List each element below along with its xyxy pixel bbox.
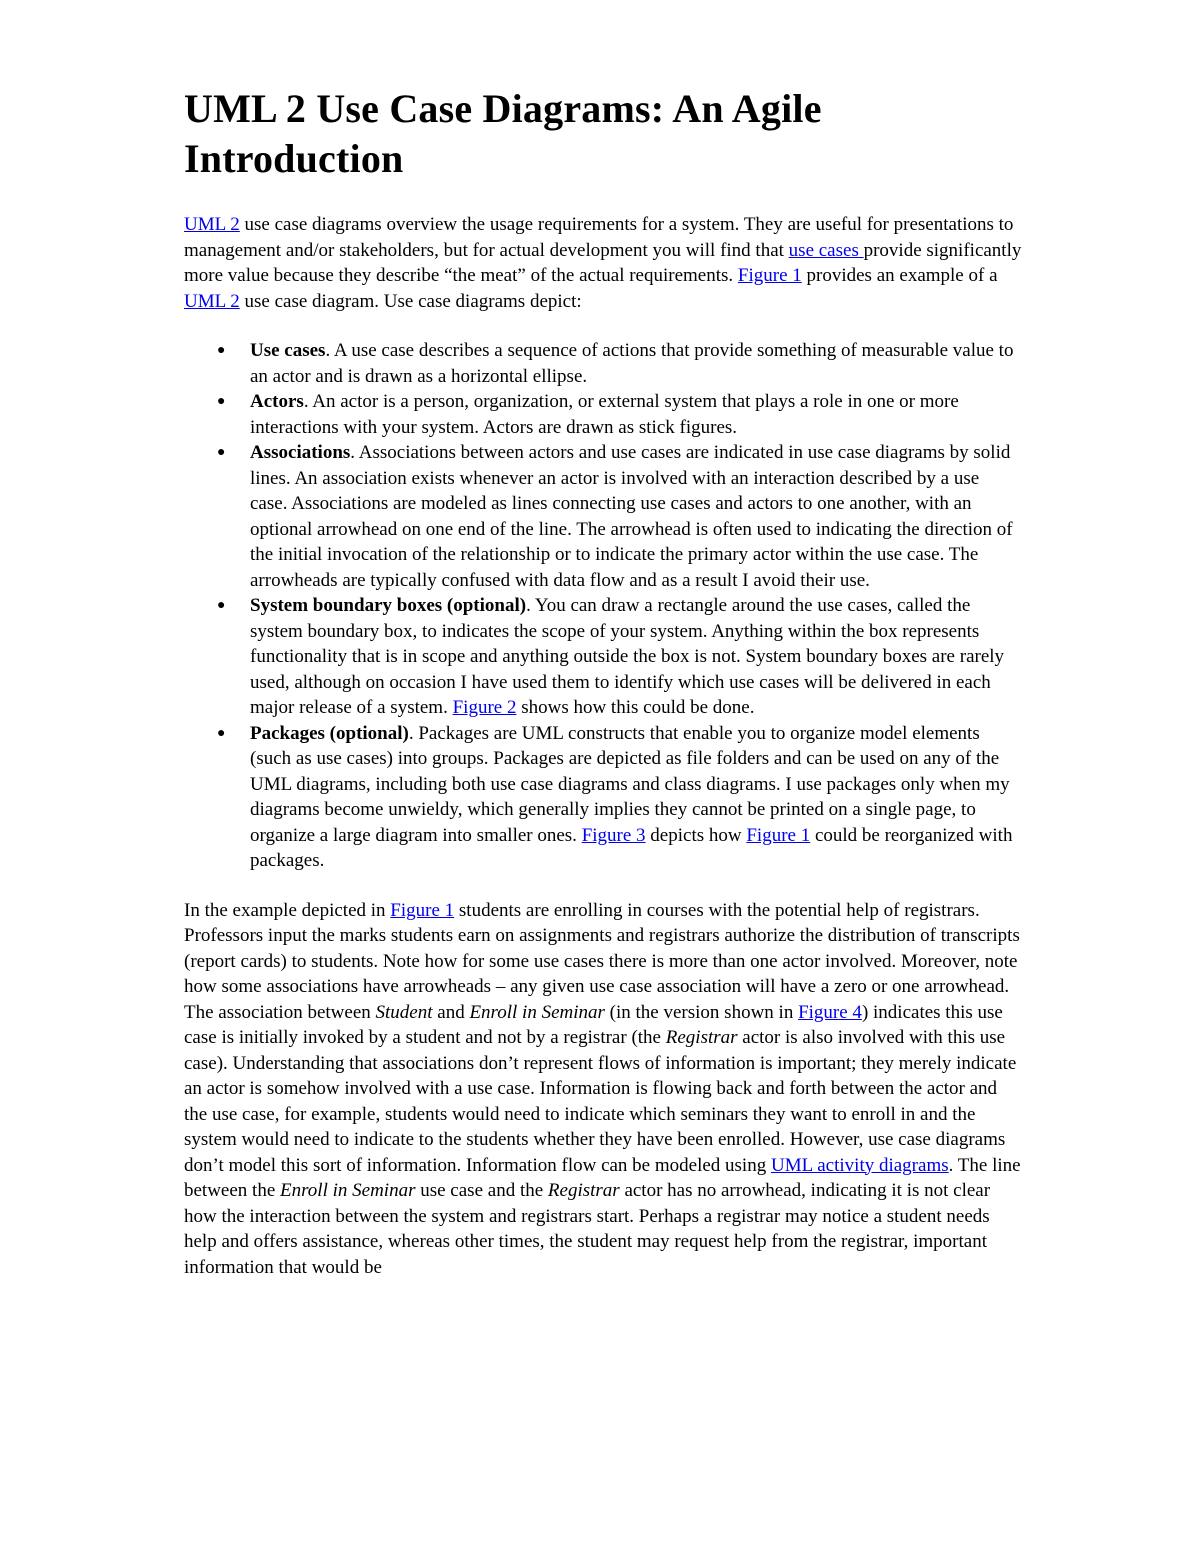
list-item-actors: ● Actors. An actor is a person, organization, or external system that plays a role in one or more interactions with your system. Actors are drawn as stick figures. [217, 391, 959, 438]
bullet-icon: ● [217, 343, 226, 358]
link-uml-activity-diagrams[interactable]: UML activity diagrams [770, 1154, 949, 1176]
link-uml2[interactable]: UML 2 [184, 214, 240, 235]
document-page [184, 84, 1024, 1280]
link-use-cases[interactable]: use cases [788, 239, 864, 261]
bullet-icon: ● [217, 394, 226, 409]
page-title: UML 2 Use Case Diagrams: An Agile Introduction [184, 86, 822, 181]
list-item-associations: ● Associations. Associations between actors and use cases are indicated in use case diagrams by solid lines. An association exists whenever an actor is involved with an interaction described by a use case. Associations are modeled as lines connecting use cases and actors to one another, with an optional arrowhead on one end of the line. The arrowhead is often used to indicating the direction of the initial invocation of the relationship or to indicate the primary actor within the use case. The arrowheads are typically confused with data flow and as a result I avoid their use. [217, 442, 1013, 591]
link-uml2-second[interactable]: UML 2 [184, 290, 240, 312]
bullet-list [184, 338, 1024, 874]
link-figure-3[interactable]: Figure 3 [581, 824, 646, 846]
link-figure-1-packages[interactable]: Figure 1 [746, 824, 811, 846]
link-figure-1-example[interactable]: Figure 1 [390, 899, 455, 921]
bullet-icon: ● [217, 598, 226, 613]
link-figure-2[interactable]: Figure 2 [452, 697, 517, 718]
example-paragraph: In the example depicted in Figure 1 students are enrolling in courses with the potential help of registrars. Professors input the marks students earn on assignments and registrars authorize the distribution of transcripts (report cards) to students. Note how for some use cases there is more than one actor involved. Moreover, note how some associations have arrowheads – any given use case association will have a zero or one arrowhead. The association between Student and Enroll in Seminar (in the version shown in Figure 4) indicates this use case is initially invoked by a student and not by a registrar (the Registrar actor is also involved with this use case). Understanding that associations don’t represent flows of information is important; they merely indicate an actor is somehow involved with a use case. Information is flowing back and forth between the actor and the use case, for example, students would need to indicate which seminars they want to enroll in and the system would need to indicate to the students whether they have been enrolled. However, use case diagrams don’t model this sort of information. Information flow can be modeled using UML activity diagrams. The line between the Enroll in Seminar use case and the Registrar actor has no arrowhead, indicating it is not clear how the interaction between the system and registrars start. Perhaps a registrar may notice a student needs help and offers assistance, whereas other times, the student may request help from the registrar, important information that would be [184, 899, 1021, 1278]
bullet-icon: ● [217, 725, 226, 741]
list-item-packages: ● Packages (optional). Packages are UML constructs that enable you to organize model elements (such as use cases) into groups. Packages are depicted as file folders and can be used on any of the UML diagrams, including both use case diagrams and class diagrams. I use packages only when my diagrams become unwieldy, which generally implies they cannot be printed on a single page, to organize a large diagram into smaller ones. Figure 3 depicts how Figure 1 could be reorganized with packages. [217, 722, 1013, 871]
list-item-system-boundary: ● System boundary boxes (optional). You can draw a rectangle around the use cases, called the system boundary box, to indicates the scope of your system. Anything within the box represents functionality that is in scope and anything outside the box is not. System boundary boxes are rarely used, although on occasion I have used them to identify which use cases will be delivered in each major release of a system. Figure 2 shows how this could be done. [217, 595, 1005, 718]
bullet-icon: ● [217, 445, 226, 460]
link-figure-1[interactable]: Figure 1 [737, 265, 802, 286]
list-item-use-cases: ● Use cases. A use case describes a sequence of actions that provide something of measurable value to an actor and is drawn as a horizontal ellipse. [217, 340, 1014, 387]
intro-paragraph: UML 2 use case diagrams overview the usage requirements for a system. They are useful for presentations to management and/or stakeholders, but for actual development you will find that use cases provide significantly more value because they describe “the meat” of the actual requirements. Figure 1 provides an example of a UML 2 use case diagram. Use case diagrams depict: [184, 214, 1022, 312]
link-figure-4[interactable]: Figure 4 [798, 1001, 862, 1023]
